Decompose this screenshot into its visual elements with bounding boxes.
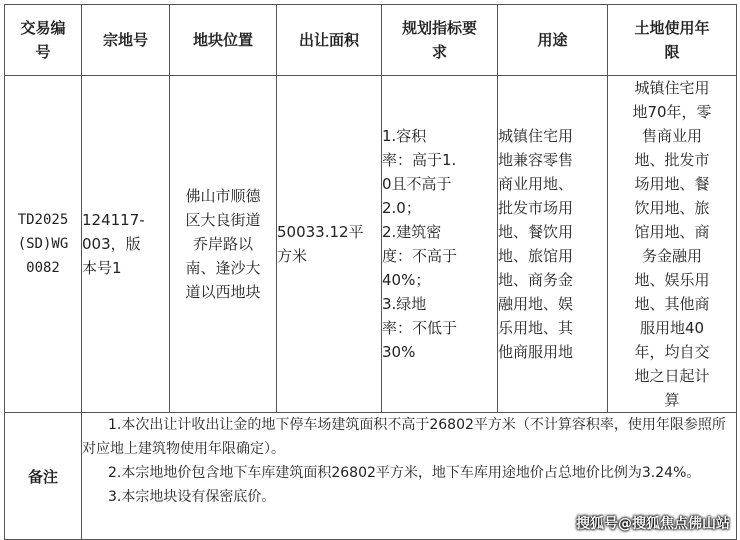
trade-number-cell: TD2025 (SD)WG 0082 — [5, 76, 82, 413]
header-parcel-number: 宗地号 — [82, 5, 170, 76]
usage-cell: 城镇住宅用 地兼容零售 商业用地、 批发市场用 地、餐饮用 地、旅馆用 地、商务金 融用地、娱 乐用地、其 他商服用地 — [498, 76, 608, 413]
header-row — [5, 5, 737, 76]
notes-label: 备注 — [5, 413, 82, 540]
note-2: 2.本宗地地价包含地下车库建筑面积26802平方米，地下车库用途地价占总地价比例为3.24%。 — [108, 465, 701, 481]
header-location: 地块位置 — [170, 5, 277, 76]
header-term: 土地使用年 限 — [608, 5, 737, 76]
header-trade-number: 交易编 号 — [5, 5, 82, 76]
table-row — [5, 76, 737, 413]
parcel-number-cell: 124117- 003，版 本号1 — [82, 76, 170, 413]
note-3: 3.本宗地块设有保密底价。 — [108, 489, 276, 505]
header-usage: 用途 — [498, 5, 608, 76]
watermark: 搜狐号@搜狐焦点佛山站 — [576, 516, 730, 532]
planning-cell: 1.容积 率：高于1. 0且不高于 2.0； 2.建筑密 度：不高于 40%； 3.绿地 率：不低于 30% — [382, 76, 498, 413]
header-planning: 规划指标要 求 — [382, 5, 498, 76]
note-1: 1.本次出让计收出让金的地下停车场建筑面积不高于26802平方米（不计算容积率，使用年限参照所对应地上建筑物使用年限确定）。 — [82, 417, 726, 457]
header-area: 出让面积 — [277, 5, 382, 76]
area-cell: 50033.12平 方米 — [277, 76, 382, 413]
land-parcel-table — [4, 4, 737, 540]
location-cell: 佛山市顺德 区大良街道 乔岸路以 南、逢沙大 道以西地块 — [170, 76, 277, 413]
term-cell: 城镇住宅用 地70年，零 售商业用 地、批发市 场用地、餐 饮用地、旅 馆用地、商 务金融用 地、娱乐用 地、其他商 服用地40 年，均自交 地之日起计 算 — [608, 76, 737, 413]
